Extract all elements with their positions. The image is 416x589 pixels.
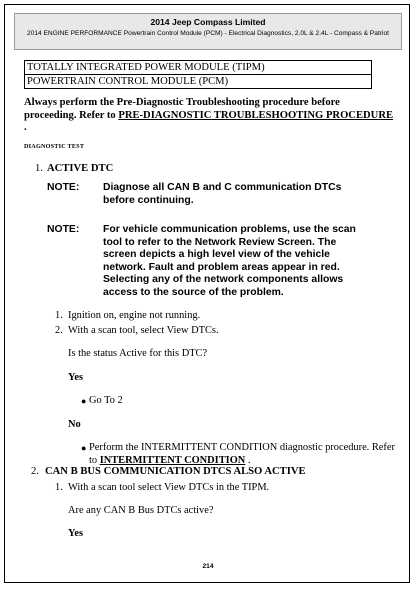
substep-1-2-text: With a scan tool, select View DTCs. [68, 325, 219, 336]
intermittent-condition-link[interactable]: INTERMITTENT CONDITION [99, 454, 246, 466]
bullet-icon: ● [81, 443, 87, 453]
no-bullet-text-main: Perform the INTERMITTENT CONDITION diagnostic procedure. Refer to [89, 442, 395, 466]
yes-bullet-text: Go To 2 [89, 395, 123, 406]
intro-paragraph [24, 97, 394, 135]
intro-text: Always perform the Pre-Diagnostic Troubleshooting procedure before proceeding. Refer to [24, 97, 340, 121]
intro-end: . [24, 122, 27, 133]
note-1-text: Diagnose all CAN B and C communication DTCs before continuing. [103, 182, 342, 206]
document-header [14, 13, 402, 50]
step-1-question: Is the status Active for this DTC? [68, 348, 208, 359]
pre-diagnostic-link[interactable]: PRE-DIAGNOSTIC TROUBLESHOOTING PROCEDURE [118, 109, 394, 121]
no-bullet-text [89, 442, 397, 467]
step-2-yes-label: Yes [68, 528, 84, 539]
module-title-tipm: TOTALLY INTEGRATED POWER MODULE (TIPM) [24, 60, 372, 75]
substep-1-2-number: 2. [55, 325, 63, 336]
substep-1-1-number: 1. [55, 310, 63, 321]
no-bullet-end: . [245, 454, 251, 466]
step-2-title: CAN B BUS COMMUNICATION DTCS ALSO ACTIVE [45, 466, 306, 477]
note-2-label: NOTE: [47, 224, 80, 235]
step-1-no-label: No [68, 419, 81, 430]
note-1-label: NOTE: [47, 182, 80, 193]
substep-2-1-number: 1. [55, 482, 63, 493]
step-1-yes-label: Yes [68, 372, 84, 383]
step-1-title: ACTIVE DTC [47, 163, 114, 174]
bullet-icon: ● [81, 396, 87, 406]
note-2-text: For vehicle communication problems, use the scan tool to refer to the Network Review Screen. The screen depicts a high level view of the vehicle network. Fault and problem areas appear in red. Selecting any of the network components allows access to the source of the problem. [103, 224, 356, 298]
step-1-number: 1. [35, 163, 43, 174]
step-2-question: Are any CAN B Bus DTCs active? [68, 505, 214, 516]
page-number: 214 [202, 563, 214, 570]
substep-2-1-text: With a scan tool select View DTCs in the TIPM. [68, 482, 270, 493]
module-title-pcm: POWERTRAIN CONTROL MODULE (PCM) [24, 74, 372, 89]
header-title: 2014 Jeep Compass Limited [150, 17, 266, 27]
step-2-number: 2. [31, 466, 39, 477]
section-label: DIAGNOSTIC TEST [24, 143, 85, 150]
substep-1-1-text: Ignition on, engine not running. [68, 310, 201, 321]
header-subtitle: 2014 ENGINE PERFORMANCE Powertrain Control Module (PCM) - Electrical Diagnostics, 2.0L & 2.4L - Compass & Patriot [27, 30, 389, 37]
